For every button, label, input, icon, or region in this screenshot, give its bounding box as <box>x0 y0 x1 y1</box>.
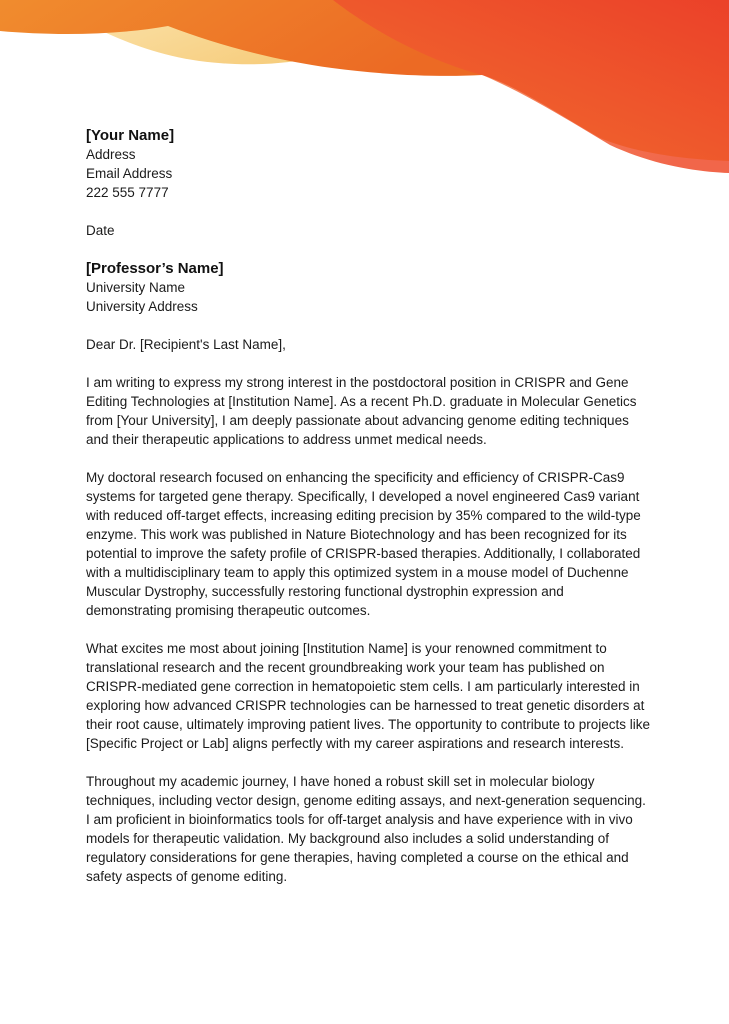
sender-address: Address <box>86 147 136 162</box>
salutation-line: Dear Dr. [Recipient's Last Name], <box>86 337 286 352</box>
salutation-block <box>86 335 652 354</box>
paragraph-text: What excites me most about joining [Institution Name] is your renowned commitment to translational research and the recent groundbreaking work your team has published on CRISPR-mediated gene correction in hematopoietic stem cells. I am particularly interested in exploring how advanced CRISPR technologies can be harnessed to treat genetic disorders at their root cause, ultimately improving patient lives. The opportunity to contribute to projects like [Specific Project or Lab] aligns perfectly with my career aspirations and research interests. <box>86 641 651 751</box>
date-line: Date <box>86 223 115 238</box>
recipient-name: [Professor’s Name] <box>86 260 224 277</box>
paragraph-4 <box>86 772 652 886</box>
sender-email: Email Address <box>86 166 173 181</box>
recipient-block <box>86 259 652 316</box>
paragraph-3 <box>86 639 652 753</box>
date-block <box>86 221 652 240</box>
paragraph-text: Throughout my academic journey, I have honed a robust skill set in molecular biology techniques, including vector design, genome editing assays, and next-generation sequencing. I am proficient in bioinformatics tools for off-target analysis and have experience with in vivo models for therapeutic validation. My background also includes a solid understanding of regulatory considerations for gene therapies, having completed a course on the ethical and safety aspects of genome editing. <box>86 774 646 884</box>
paragraph-text: My doctoral research focused on enhancing the specificity and efficiency of CRISPR-Cas9 systems for targeted gene therapy. Specifically, I developed a novel engineered Cas9 variant with reduced off-target effects, increasing editing precision by 35% compared to the wild-type enzyme. This work was published in Nature Biotechnology and has been recognized for its potential to improve the safety profile of CRISPR-based therapies. Additionally, I collaborated with a multidisciplinary team to apply this optimized system in a mouse model of Duchenne Muscular Dystrophy, successfully restoring functional dystrophin expression and demonstrating promising therapeutic outcomes. <box>86 470 641 618</box>
paragraph-1 <box>86 373 652 449</box>
recipient-university-name: University Name <box>86 280 186 295</box>
paragraph-2 <box>86 468 652 620</box>
paragraph-text: I am writing to express my strong interest in the postdoctoral position in CRISPR and Gene Editing Technologies at [Institution Name]. As a recent Ph.D. graduate in Molecular Genetics from [Your University], I am deeply passionate about advancing genome editing techniques and their therapeutic applications to address unmet medical needs. <box>86 375 637 447</box>
recipient-university-address: University Address <box>86 299 198 314</box>
sender-name: [Your Name] <box>86 127 175 144</box>
letter-body <box>86 126 652 905</box>
sender-block <box>86 126 652 202</box>
sender-phone: 222 555 7777 <box>86 185 169 200</box>
